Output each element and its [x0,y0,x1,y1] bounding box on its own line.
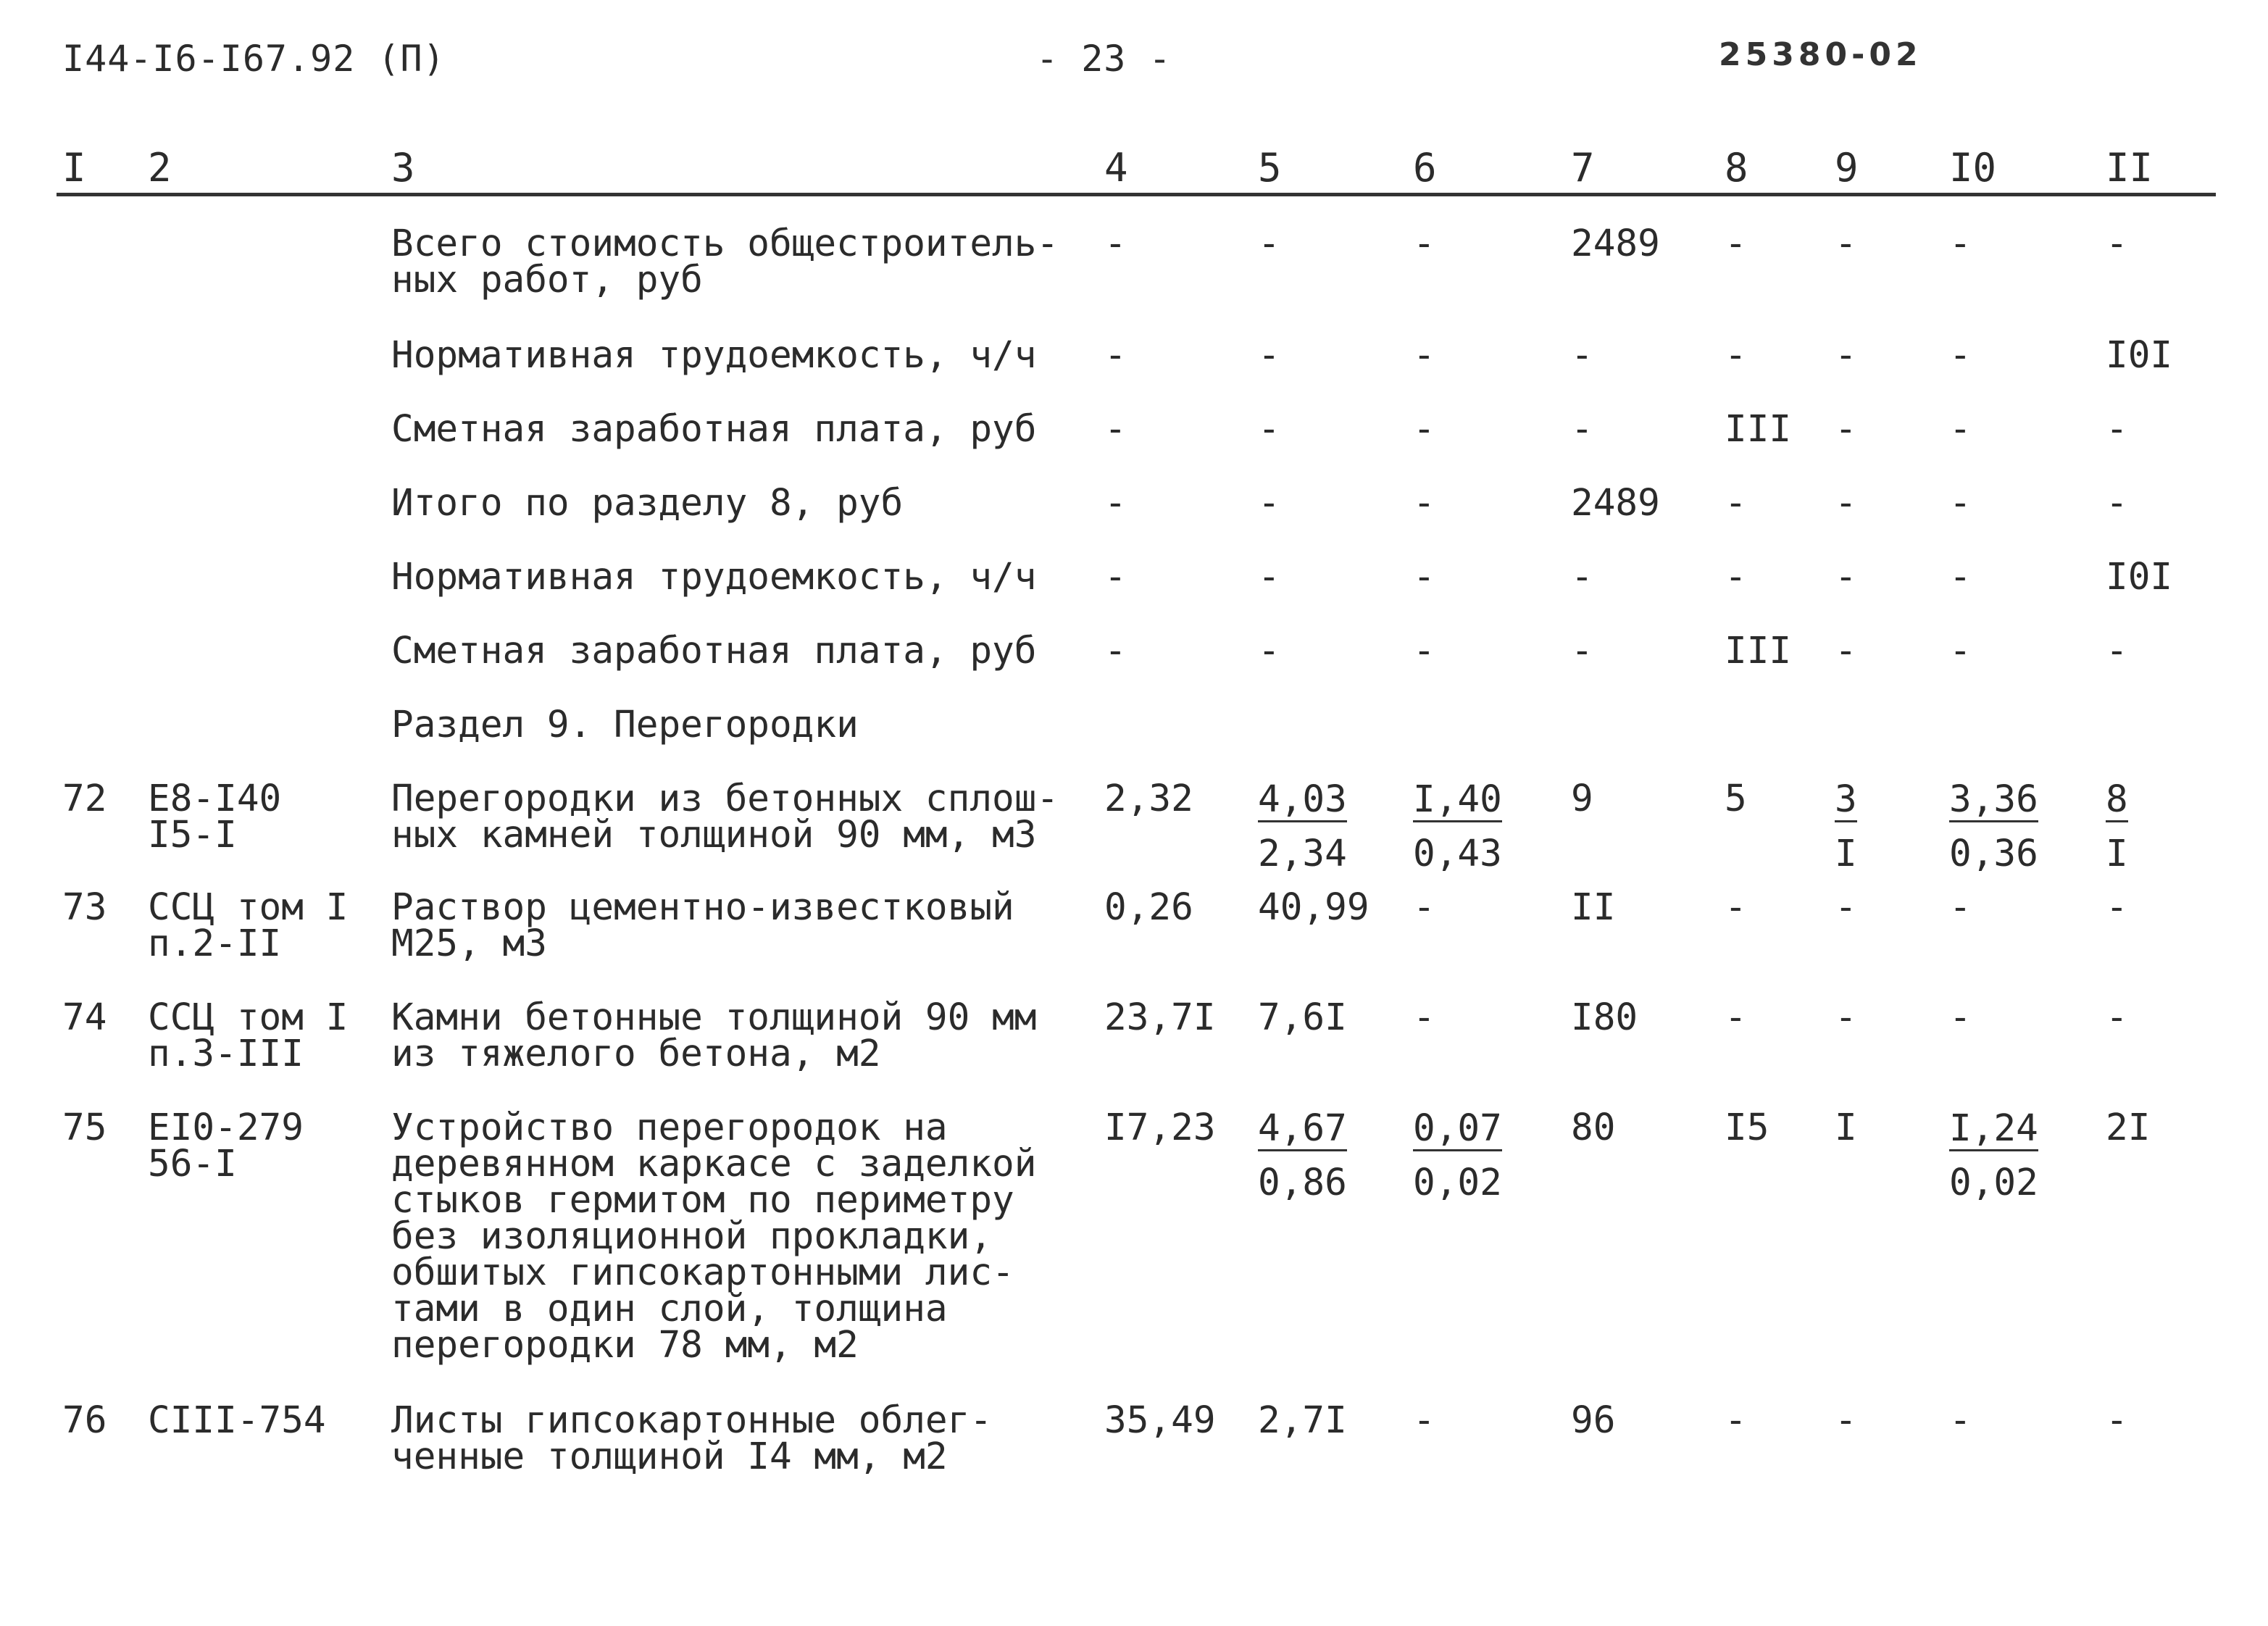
item-cell-c9: - [1835,996,1857,1039]
summary-cell-c11: I0I [2106,334,2173,377]
summary-cell-c9: - [1835,556,1857,599]
item-cell-c5: 2,7I [1258,1399,1347,1442]
item-cell-c8: 5 [1725,777,1747,820]
item-cell-c11: - [2106,996,2128,1039]
summary-cell-c8: - [1725,556,1747,599]
summary-cell-c6: - [1413,222,1435,265]
summary-cell-c7: - [1571,556,1593,599]
item-cell-c7: I80 [1571,996,1638,1039]
summary-cell-c5: - [1258,408,1280,451]
item-code: ССЦ том I п.3-III [148,996,349,1075]
summary-cell-c9: - [1835,334,1857,377]
item-cell-c8: - [1725,996,1747,1039]
summary-row-label: Всего стоимость общестроитель- ных работ, руб [391,222,1059,301]
summary-cell-c5: - [1258,630,1280,672]
item-cell-c10: 3,36 [1949,778,2038,821]
summary-cell-c11: - [2106,222,2128,265]
summary-cell-c6: - [1413,556,1435,599]
item-code: EI0-279 56-I [148,1106,304,1185]
column-header-3: 3 [391,145,415,191]
summary-cell-c9: - [1835,630,1857,672]
column-header-8: 8 [1725,145,1748,191]
item-number: 74 [62,996,107,1039]
item-description: Перегородки из бетонных сплош- ных камней толщиной 90 мм, м3 [391,777,1059,856]
summary-cell-c9: - [1835,222,1857,265]
item-number: 75 [62,1106,107,1149]
summary-cell-c11: - [2106,630,2128,672]
summary-row-label: Сметная заработная плата, руб [391,408,1037,451]
summary-cell-c11: - [2106,408,2128,451]
page-number: - 23 - [1036,38,1172,80]
item-cell-c10: I,24 [1949,1107,2038,1150]
summary-cell-c10: - [1949,222,1972,265]
column-header-9: 9 [1835,145,1859,191]
item-cell-c4: 35,49 [1104,1399,1216,1442]
column-header-7: 7 [1571,145,1595,191]
header-rule [57,193,2216,196]
item-number: 72 [62,777,107,820]
item-cell-c4: I7,23 [1104,1106,1216,1149]
summary-cell-c4: - [1104,630,1127,672]
summary-row-label: Итого по разделу 8, руб [391,482,904,525]
summary-cell-c6: - [1413,630,1435,672]
document-stamp: 25380-02 [1719,36,1922,73]
summary-cell-c4: - [1104,222,1127,265]
summary-cell-c6: - [1413,482,1435,525]
summary-cell-c7: - [1571,408,1593,451]
item-code: E8-I40 I5-I [148,777,282,856]
item-cell-c6: - [1413,886,1435,929]
item-cell-c4: 23,7I [1104,996,1216,1039]
summary-cell-c10: - [1949,482,1972,525]
item-code: CIII-754 [148,1399,326,1442]
item-description: Листы гипсокартонные облег- ченные толщиной I4 мм, м2 [391,1399,993,1478]
column-header-row [0,145,2268,196]
item-cell-c6: - [1413,996,1435,1039]
item-cell-c10-lower: 0,02 [1949,1162,2038,1204]
item-cell-c10: - [1949,1399,1972,1442]
summary-cell-c9: - [1835,408,1857,451]
summary-cell-c7: - [1571,630,1593,672]
summary-cell-c5: - [1258,482,1280,525]
item-cell-c11-lower: I [2106,833,2128,875]
summary-row-label: Нормативная трудоемкость, ч/ч [391,334,1037,377]
item-cell-c5: 40,99 [1258,886,1369,929]
summary-cell-c5: - [1258,334,1280,377]
item-cell-c9: 3 [1835,778,1857,821]
summary-cell-c10: - [1949,334,1972,377]
item-cell-c7: 9 [1571,777,1593,820]
item-number: 76 [62,1399,107,1442]
summary-cell-c8: III [1725,408,1792,451]
column-header-1: I [62,145,86,191]
summary-cell-c7: 2489 [1571,482,1660,525]
item-cell-c11: - [2106,1399,2128,1442]
item-cell-c7: 96 [1571,1399,1616,1442]
summary-cell-c6: - [1413,334,1435,377]
item-cell-c6-lower: 0,02 [1413,1162,1502,1204]
item-cell-c5-lower: 0,86 [1258,1162,1347,1204]
summary-row-label: Сметная заработная плата, руб [391,630,1037,672]
summary-cell-c11: - [2106,482,2128,525]
item-cell-c7: 80 [1571,1106,1616,1149]
summary-cell-c10: - [1949,408,1972,451]
item-cell-c5: 4,67 [1258,1107,1347,1150]
item-cell-c10: - [1949,996,1972,1039]
item-cell-c6: - [1413,1399,1435,1442]
summary-cell-c9: - [1835,482,1857,525]
item-description: Камни бетонные толщиной 90 мм из тяжелого бетона, м2 [391,996,1037,1075]
item-cell-c4: 0,26 [1104,886,1193,929]
column-header-2: 2 [148,145,172,191]
item-cell-c6-lower: 0,43 [1413,833,1502,875]
summary-cell-c4: - [1104,482,1127,525]
item-cell-c9: - [1835,1399,1857,1442]
summary-cell-c10: - [1949,630,1972,672]
summary-cell-c8: - [1725,482,1747,525]
summary-row-label: Нормативная трудоемкость, ч/ч [391,556,1037,599]
item-cell-c9: - [1835,886,1857,929]
column-header-6: 6 [1413,145,1437,191]
item-cell-c10-lower: 0,36 [1949,833,2038,875]
summary-cell-c4: - [1104,408,1127,451]
item-cell-c11: 2I [2106,1106,2151,1149]
item-description: Устройство перегородок на деревянном каркасе с заделкой стыков гермитом по периметру без изоляционной прокладки, обшитых гипсокартонными лис- тами в один слой, толщина перегородки 78 мм, м2 [391,1106,1037,1367]
summary-cell-c7: 2489 [1571,222,1660,265]
column-header-11: II [2106,145,2154,191]
summary-cell-c5: - [1258,222,1280,265]
summary-cell-c4: - [1104,556,1127,599]
summary-cell-c8: - [1725,334,1747,377]
item-number: 73 [62,886,107,929]
item-cell-c5: 4,03 [1258,778,1347,821]
item-cell-c5: 7,6I [1258,996,1347,1039]
item-cell-c7: II [1571,886,1616,929]
item-cell-c11: - [2106,886,2128,929]
item-cell-c10: - [1949,886,1972,929]
item-cell-c8: - [1725,886,1747,929]
item-cell-c6: 0,07 [1413,1107,1502,1150]
item-cell-c4: 2,32 [1104,777,1193,820]
item-cell-c11: 8 [2106,778,2128,821]
item-cell-c8: I5 [1725,1106,1769,1149]
document-code: I44-I6-I67.92 (П) [62,38,446,80]
summary-cell-c6: - [1413,408,1435,451]
column-header-4: 4 [1104,145,1128,191]
summary-cell-c7: - [1571,334,1593,377]
summary-cell-c8: III [1725,630,1792,672]
column-header-5: 5 [1258,145,1282,191]
section-title: Раздел 9. Перегородки [391,704,859,746]
column-header-10: I0 [1949,145,1997,191]
item-code: ССЦ том I п.2-II [148,886,349,965]
item-cell-c9-lower: I [1835,833,1857,875]
summary-cell-c5: - [1258,556,1280,599]
summary-cell-c8: - [1725,222,1747,265]
item-cell-c9: I [1835,1106,1857,1149]
summary-cell-c10: - [1949,556,1972,599]
item-cell-c6: I,40 [1413,778,1502,821]
summary-cell-c11: I0I [2106,556,2173,599]
item-description: Раствор цементно-известковый М25, м3 [391,886,1014,965]
item-cell-c8: - [1725,1399,1747,1442]
summary-cell-c4: - [1104,334,1127,377]
item-cell-c5-lower: 2,34 [1258,833,1347,875]
